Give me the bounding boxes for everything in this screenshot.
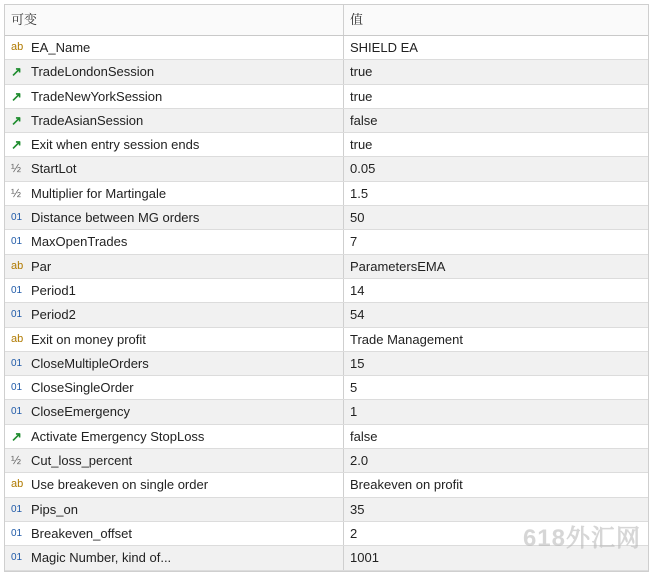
table-row[interactable] [5, 328, 648, 352]
table-row[interactable] [5, 376, 648, 400]
integer-type-icon: 01 [11, 212, 23, 224]
watermark: 618外汇网 [522, 525, 641, 552]
variable-name: Exit on money profit [31, 331, 146, 347]
variable-name: Distance between MG orders [31, 210, 200, 226]
table-row[interactable] [5, 255, 648, 279]
variable-name: Magic Number, kind of... [31, 550, 172, 566]
variable-name: CloseMultipleOrders [31, 355, 149, 371]
variable-name: Breakeven_offset [31, 525, 132, 541]
bool-type-icon: ↗ [11, 88, 22, 104]
variable-cell [5, 133, 344, 156]
integer-type-icon: 01 [11, 503, 23, 515]
header-variable[interactable]: 可变 [5, 5, 344, 35]
table-row[interactable] [5, 206, 648, 230]
variable-cell [5, 279, 344, 302]
variable-name: EA_Name [31, 40, 91, 55]
bool-type-icon: ↗ [11, 137, 22, 153]
variable-cell [5, 425, 344, 448]
bool-type-icon: ↗ [11, 64, 22, 80]
integer-type-icon: 01 [11, 527, 23, 539]
double-type-icon: ½ [11, 185, 22, 200]
bool-type-icon: ↗ [11, 428, 22, 444]
table-row[interactable] [5, 473, 648, 497]
variable-name: CloseEmergency [31, 404, 130, 420]
variable-cell [5, 522, 344, 545]
table-row[interactable] [5, 303, 648, 327]
variable-cell [5, 36, 344, 59]
value-cell[interactable]: 1001 [350, 550, 379, 566]
integer-type-icon: 01 [11, 236, 23, 248]
variable-cell [5, 85, 344, 108]
value-cell[interactable]: 0.05 [350, 161, 376, 177]
value-cell[interactable]: 14 [350, 282, 365, 298]
variable-name: TradeLondonSession [31, 64, 155, 80]
variable-cell [5, 449, 344, 472]
variable-name: TradeNewYorkSession [31, 88, 163, 104]
value-cell[interactable]: 35 [350, 501, 365, 517]
table-row[interactable] [5, 449, 648, 473]
integer-type-icon: 01 [11, 357, 23, 369]
variable-name: Multiplier for Martingale [31, 185, 167, 201]
table-row[interactable] [5, 157, 648, 181]
variable-cell [5, 303, 344, 326]
value-cell[interactable]: 5 [350, 380, 358, 396]
table-row[interactable] [5, 109, 648, 133]
bool-type-icon: ↗ [11, 112, 22, 128]
header-value[interactable]: 值 [350, 12, 364, 27]
table-row[interactable] [5, 182, 648, 206]
variable-cell [5, 230, 344, 253]
table-row[interactable] [5, 352, 648, 376]
variable-name: TradeAsianSession [31, 112, 144, 128]
variable-cell [5, 182, 344, 205]
variable-name: Par [31, 258, 52, 274]
value-cell[interactable]: 2 [350, 525, 358, 541]
table-row[interactable] [5, 400, 648, 424]
variable-cell [5, 60, 344, 83]
string-type-icon: ab [11, 259, 24, 272]
table-row[interactable] [5, 425, 648, 449]
double-type-icon: ½ [11, 161, 22, 176]
value-cell[interactable]: false [350, 112, 378, 128]
string-type-icon: ab [11, 478, 24, 491]
integer-type-icon: 01 [11, 284, 23, 296]
integer-type-icon: 01 [11, 382, 23, 394]
variable-name: Period1 [31, 282, 76, 298]
variable-cell [5, 206, 344, 229]
value-cell[interactable]: false [350, 428, 378, 444]
variable-cell [5, 352, 344, 375]
table-row[interactable] [5, 36, 648, 60]
variable-name: Exit when entry session ends [31, 137, 200, 153]
variable-name: StartLot [31, 161, 77, 177]
value-cell[interactable]: Breakeven on profit [350, 477, 463, 493]
value-cell[interactable]: SHIELD EA [350, 40, 418, 55]
variable-cell [5, 328, 344, 351]
variable-cell [5, 109, 344, 132]
value-cell[interactable]: true [350, 137, 373, 153]
value-cell[interactable]: ParametersEMA [350, 258, 446, 274]
variable-name: Activate Emergency StopLoss [31, 428, 205, 444]
string-type-icon: ab [11, 41, 24, 53]
value-cell[interactable]: 54 [350, 307, 365, 323]
value-cell[interactable]: 2.0 [350, 453, 369, 469]
variable-cell [5, 157, 344, 180]
value-cell[interactable]: true [350, 64, 373, 80]
integer-type-icon: 01 [11, 406, 23, 418]
variable-cell [5, 546, 344, 569]
table-header [5, 5, 648, 36]
table-body [5, 36, 648, 571]
value-cell[interactable]: 15 [350, 355, 365, 371]
variable-cell [5, 473, 344, 496]
double-type-icon: ½ [11, 453, 22, 468]
value-cell[interactable]: true [350, 88, 373, 104]
variable-name: Cut_loss_percent [31, 453, 133, 469]
value-cell[interactable]: 1.5 [350, 185, 369, 201]
value-cell[interactable]: 50 [350, 210, 365, 226]
value-cell[interactable]: 1 [350, 404, 358, 420]
variable-name: Period2 [31, 307, 76, 323]
variable-name: MaxOpenTrades [31, 234, 128, 250]
table-row[interactable] [5, 85, 648, 109]
integer-type-icon: 01 [11, 309, 23, 321]
variable-cell [5, 498, 344, 521]
inputs-table [4, 4, 649, 572]
integer-type-icon: 01 [11, 552, 23, 564]
variable-name: Use breakeven on single order [31, 477, 209, 493]
variable-name: Pips_on [31, 501, 78, 517]
variable-cell [5, 376, 344, 399]
variable-name: CloseSingleOrder [31, 380, 134, 396]
table-row[interactable] [5, 230, 648, 254]
value-cell[interactable]: Trade Management [350, 331, 463, 347]
table-row[interactable] [5, 60, 648, 84]
variable-cell [5, 255, 344, 278]
table-row[interactable] [5, 133, 648, 157]
variable-cell [5, 400, 344, 423]
value-cell[interactable]: 7 [350, 234, 358, 250]
table-row[interactable] [5, 279, 648, 303]
string-type-icon: ab [11, 332, 24, 345]
